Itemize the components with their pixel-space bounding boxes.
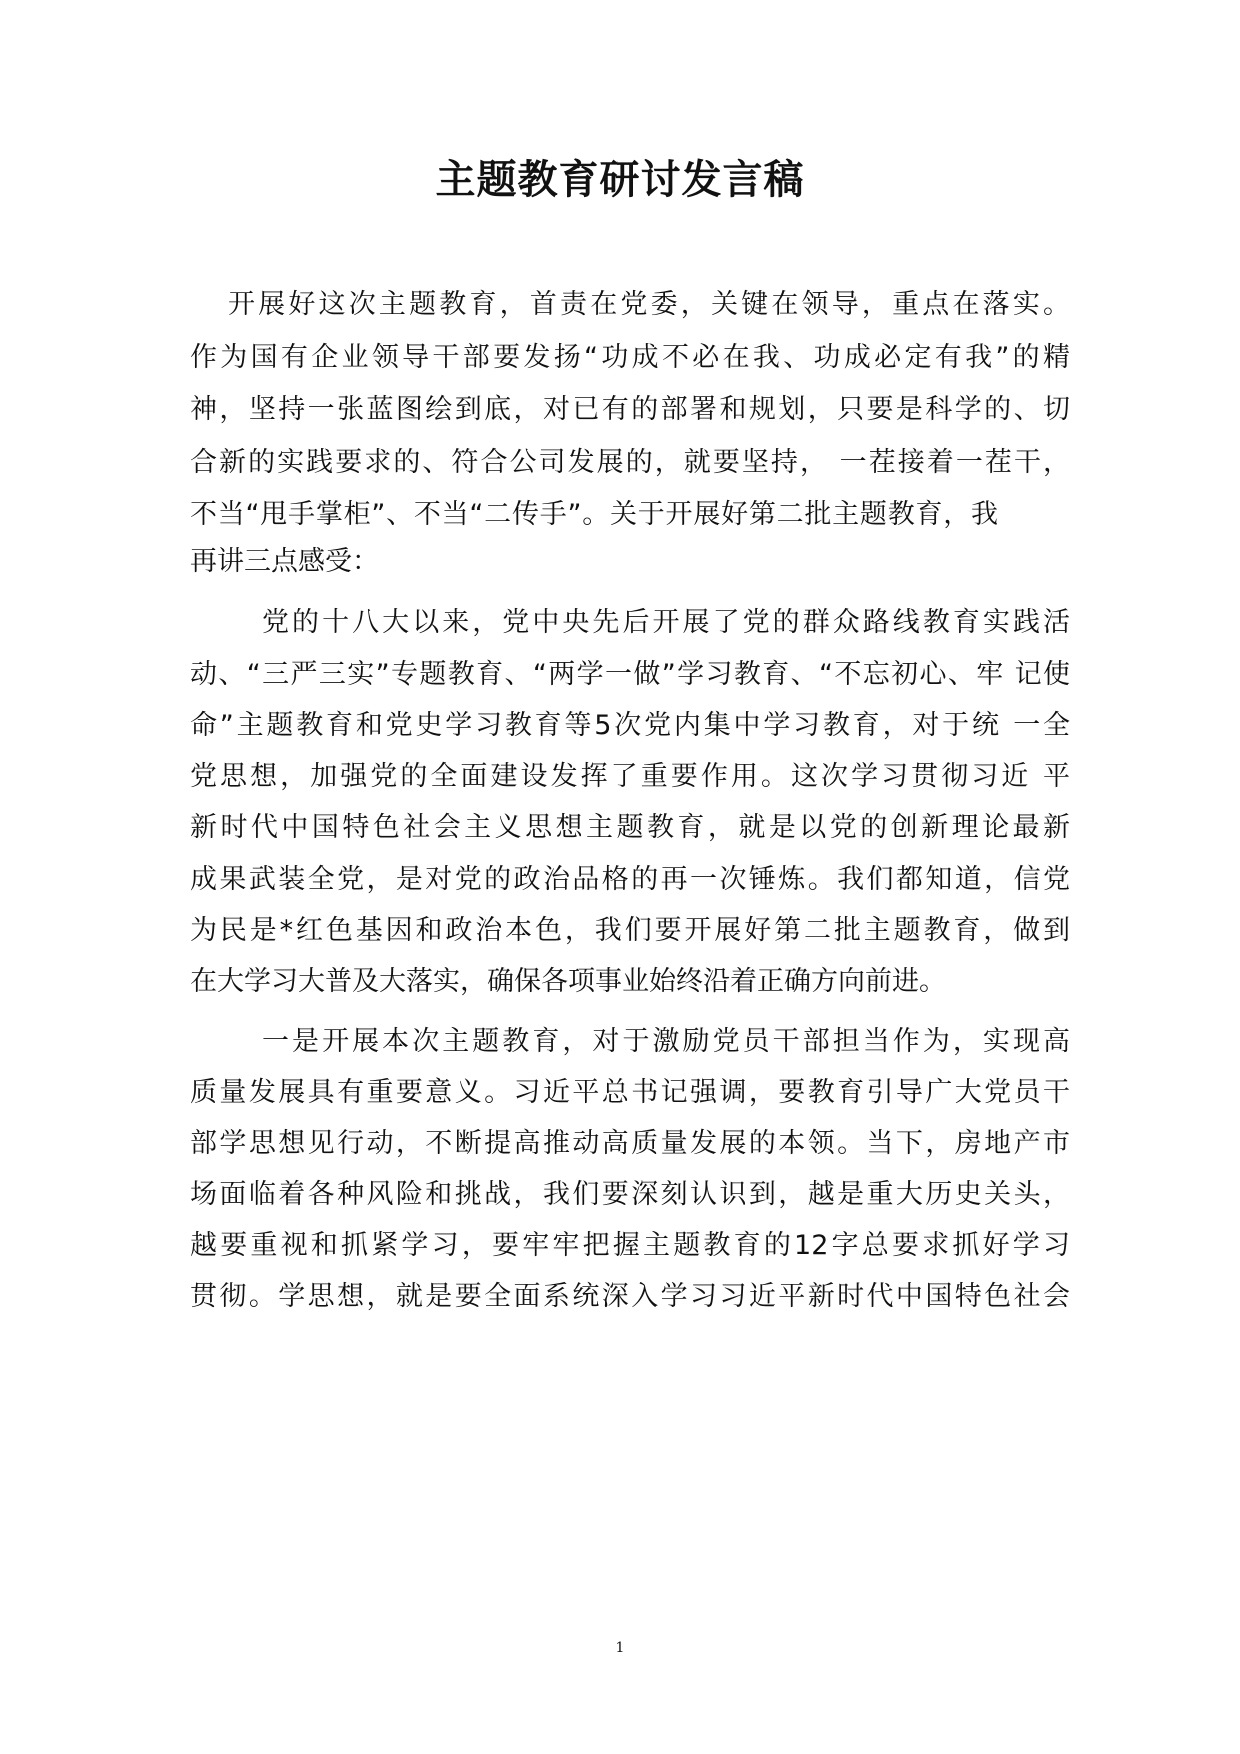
paragraph-2-line-4: 党思想，加强党的全面建设发挥了重要作用。这次学习贯彻习近 平 [190,761,1070,792]
paragraph-3-line-4: 场面临着各种风险和挑战，我们要深刻认识到，越是重大历史关头， [190,1179,1070,1210]
paragraph-2-line-1: 党的十八大以来，党中央先后开展了党的群众路线教育实践活 [262,607,1070,638]
paragraph-2-line-3: 命”主题教育和党史学习教育等5次党内集中学习教育，对于统 一全 [190,710,1070,741]
paragraph-2-line-5: 新时代中国特色社会主义思想主题教育，就是以党的创新理论最新 [190,812,1070,843]
paragraph-1-line-2: 作为国有企业领导干部要发扬“功成不必在我、功成必定有我”的精 [190,342,1070,373]
paragraph-1-line-3: 神，坚持一张蓝图绘到底，对已有的部署和规划，只要是科学的、切 [190,394,1070,425]
paragraph-3-line-5: 越要重视和抓紧学习，要牢牢把握主题教育的12字总要求抓好学习 [190,1230,1070,1261]
paragraph-1-line-6: 再讲三点感受： [190,546,379,577]
paragraph-3-line-2: 质量发展具有重要意义。习近平总书记强调，要教育引导广大党员干 [190,1077,1070,1108]
paragraph-3-line-3: 部学思想见行动，不断提高推动高质量发展的本领。当下，房地产市 [190,1128,1070,1159]
paragraph-3-line-1: 一是开展本次主题教育，对于激励党员干部担当作为，实现高 [262,1026,1070,1057]
paragraph-1-line-5: 不当“甩手掌柜”、不当“二传手”。关于开展好第二批主题教育，我 [190,499,998,530]
paragraph-2-line-7: 为民是*红色基因和政治本色，我们要开展好第二批主题教育，做到 [190,915,1070,946]
paragraph-2-line-8: 在大学习大普及大落实，确保各项事业始终沿着正确方向前进。 [190,966,946,997]
document-title: 主题教育研讨发言稿 [435,157,805,203]
paragraph-2-line-2: 动、“三严三实”专题教育、“两学一做”学习教育、“不忘初心、牢 记使 [190,659,1070,690]
page-number: 1 [615,1640,625,1656]
paragraph-3-line-6: 贯彻。学思想，就是要全面系统深入学习习近平新时代中国特色社会 [190,1281,1070,1312]
paragraph-1-line-1: 开展好这次主题教育，首责在党委，关键在领导，重点在落实。 [228,289,1070,320]
paragraph-2-line-6: 成果武装全党，是对党的政治品格的再一次锤炼。我们都知道，信党 [190,864,1070,895]
paragraph-1-line-4: 合新的实践要求的、符合公司发展的，就要坚持， 一茬接着一茬干， [190,447,1070,478]
